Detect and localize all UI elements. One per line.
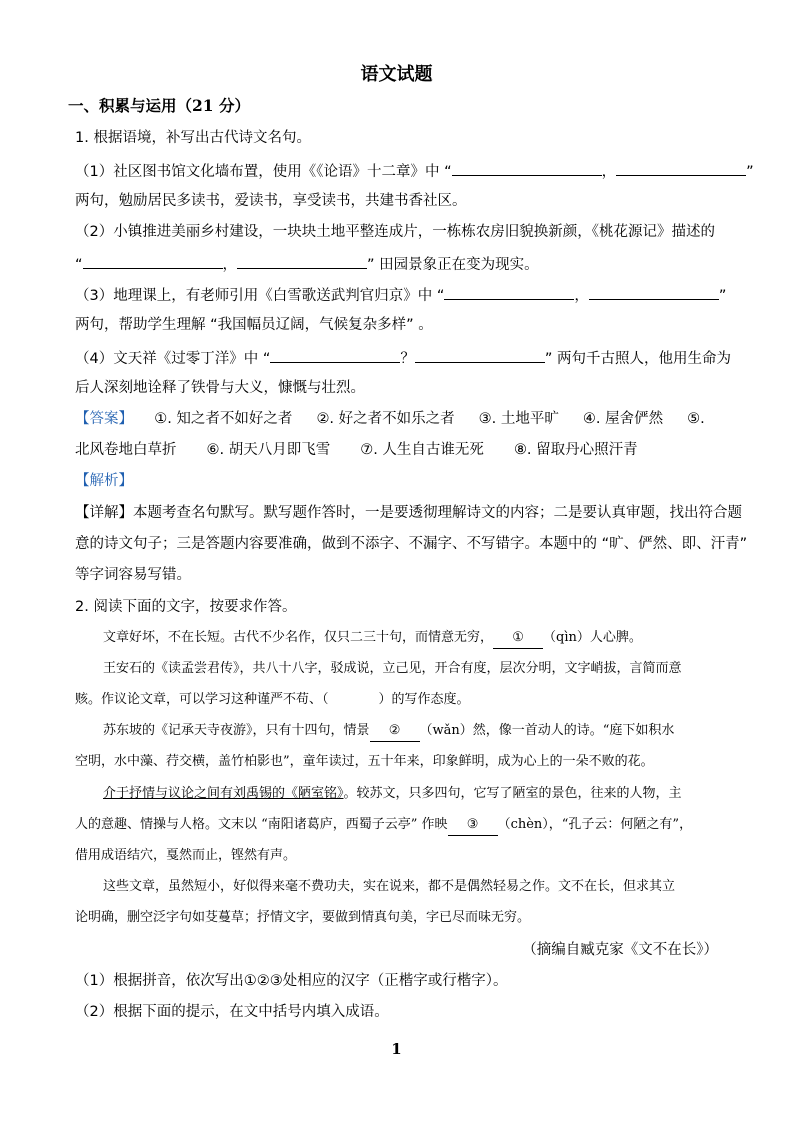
- q1-sub4-line1: [75, 347, 731, 369]
- q1-sub2-line2: “ ， ” 田园景象正在变为现实。: [75, 253, 539, 275]
- q1-sub1-line1: （1）社区图书馆文化墙布置，使用《《论语》十二章》中 “ ， ”: [75, 160, 754, 182]
- mark-1[interactable]: ①: [493, 628, 543, 649]
- detail-line3: 等字词容易写错。: [75, 567, 191, 583]
- answer-item: ⑥. 胡天八月即飞雪: [206, 442, 331, 458]
- answer-tag: 【答案】: [75, 411, 133, 427]
- q1-sub1-line2: 两句，勉励居民多读书，爱读书，享受读书，共建书香社区。: [75, 193, 467, 209]
- q1-sub4-line2: 后人深刻地诠释了铁骨与大义，慷慨与壮烈。: [75, 380, 365, 396]
- page-title: 语文试题: [360, 64, 433, 85]
- blank-6[interactable]: [589, 284, 719, 300]
- blank-3[interactable]: [83, 253, 223, 269]
- passage-p5-line1: 这些文章，虽然短小，好似得来毫不费功夫，实在说来，都不是偶然轻易之作。文不在长，但求其立: [103, 879, 676, 894]
- q1-sub2-tail: ” 田园景象正在变为现实。: [367, 257, 539, 273]
- passage-text: （qìn）人心脾。: [543, 630, 642, 645]
- mark-2[interactable]: ②: [370, 721, 420, 742]
- q1-sub3-text: （3）地理课上，有老师引用《白雪歌送武判官归京》中 “: [75, 288, 445, 304]
- answer-item: 北风卷地白草折: [75, 442, 177, 458]
- q1-stem: 1. 根据语境，补写出古代诗文名句。: [75, 130, 311, 146]
- q2-sub2: （2）根据下面的提示，在文中括号内填入成语。: [75, 1004, 389, 1020]
- answer-item: ⑦. 人生自古谁无死: [360, 442, 484, 458]
- q1-sub4-tail: ” 两句千古照人，他用生命为: [544, 351, 731, 367]
- passage-text: （chèn），“孔子云：何陋之有”，: [497, 817, 693, 832]
- passage-text: 赅。作议论文章，可以学习这种谨严不苟、（: [75, 692, 329, 707]
- passage-p4-line2: [75, 815, 692, 836]
- passage-text: 。较苏文，只多四句，它写了陋室的景色，往来的人物，主: [343, 786, 682, 801]
- passage-underlined: 介于抒情与议论之间有刘禹锡的《陋室铭》: [103, 786, 344, 801]
- passage-p4-line3: 借用成语结穴，戛然而止，铿然有声。: [75, 848, 297, 863]
- passage-p2-line2: [75, 690, 470, 710]
- blank-4[interactable]: [237, 253, 367, 269]
- q1-sub4-text: （4）文天祥《过零丁洋》中 “: [75, 351, 271, 367]
- passage-text: ）的写作态度。: [378, 692, 470, 707]
- q1-sub1-text: （1）社区图书馆文化墙布置，使用《《论语》十二章》中 “: [75, 164, 452, 180]
- passage-p2-line1: 王安石的《读孟尝君传》，共八十八字，驳成说，立己见，开合有度，层次分明，文字峭拔，言简而意: [103, 661, 682, 676]
- passage-p3-line2: 空明，水中藻、荇交横，盖竹柏影也”，童年读过，五十年来，印象鲜明，成为心上的一朵不败的花。: [75, 754, 654, 769]
- passage-text: （wǎn）然，像一首动人的诗。“庭下如积水: [419, 723, 675, 738]
- answer-item: ②. 好之者不如乐之者: [316, 411, 455, 427]
- passage-p1: [103, 628, 642, 649]
- passage-text: 人的意趣、情操与人格。文末以 “南阳诸葛庐，西蜀子云亭” 作映: [75, 817, 448, 832]
- q2-stem: 2. 阅读下面的文字，按要求作答。: [75, 599, 297, 615]
- passage-p3-line1: [103, 721, 674, 742]
- answer-item: ⑤.: [687, 411, 705, 427]
- blank-8[interactable]: [415, 347, 545, 363]
- blank-7[interactable]: [270, 347, 400, 363]
- passage-p4-line1: [103, 784, 682, 804]
- analysis-tag: 【解析】: [75, 473, 133, 489]
- answer-item: ⑧. 留取丹心照汗青: [513, 442, 638, 458]
- page-number: 1: [391, 1040, 402, 1058]
- answer-item: ①. 知之者不如好之者: [154, 411, 293, 427]
- passage-text: 文章好坏，不在长短。古代不少名作，仅只二三十句，而情意无穷，: [103, 630, 494, 645]
- blank-1[interactable]: [452, 160, 602, 176]
- passage-source: （摘编自臧克家《文不在长》）: [522, 942, 718, 958]
- answer-item: ③. 土地平旷: [478, 411, 559, 427]
- blank-5[interactable]: [444, 284, 574, 300]
- mark-3[interactable]: ③: [448, 815, 498, 836]
- passage-p5-line2: 论明确，删空泛字句如芟蔓草；抒情文字，要做到情真句美，字已尽而味无穷。: [75, 910, 531, 925]
- answer-item: ④. 屋舍俨然: [582, 411, 664, 427]
- answer-line1: [75, 409, 705, 429]
- q1-sub3-line2: 两句，帮助学生理解 “我国幅员辽阔，气候复杂多样” 。: [75, 317, 433, 333]
- q1-sub2-line1: （2）小镇推进美丽乡村建设，一块块土地平整连成片，一栋栋农房旧貌换新颜，《桃花源记》描述的: [75, 224, 715, 240]
- q2-sub1: （1）根据拼音，依次写出①②③处相应的汉字（正楷字或行楷字）。: [75, 973, 508, 989]
- answer-line2: [75, 440, 638, 460]
- q1-sub3-line1: （3）地理课上，有老师引用《白雪歌送武判官归京》中 “ ， ”: [75, 284, 726, 306]
- q1-sub4-qmark: ？: [400, 351, 415, 367]
- section-heading: 一、积累与运用（21 分）: [68, 96, 250, 115]
- detail-line2: 意的诗文句子；三是答题内容要准确，做到不添字、不漏字、不写错字。本题中的 “旷、俨然、即、汗青”: [75, 536, 748, 552]
- blank-2[interactable]: [616, 160, 746, 176]
- detail-line1: 【详解】本题考查名句默写。默写题作答时，一是要透彻理解诗文的内容；二是要认真审题，找出符合题: [75, 505, 742, 521]
- passage-text: 苏东坡的《记承天寺夜游》，只有十四句，情景: [103, 723, 370, 738]
